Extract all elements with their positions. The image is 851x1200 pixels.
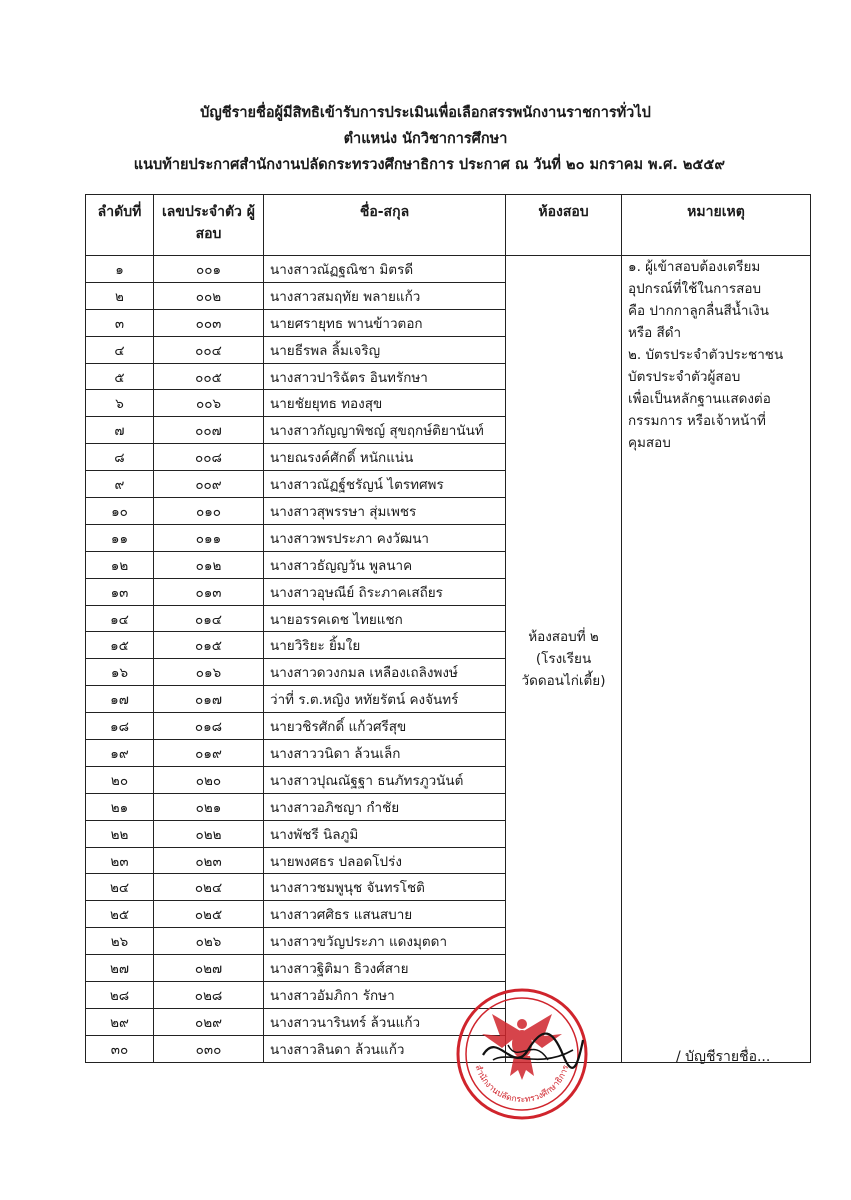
name-cell: นางพัชรี นิลภูมิ	[264, 820, 506, 847]
candidate-table	[85, 194, 811, 1063]
exam-no-cell: ๐๐๗	[154, 417, 264, 444]
name-cell: นายธีรพล ลิ้มเจริญ	[264, 336, 506, 363]
exam-no-cell: ๐๐๒	[154, 282, 264, 309]
seq-cell: ๔	[86, 336, 154, 363]
exam-no-cell: ๐๒๑	[154, 793, 264, 820]
exam-no-cell: ๐๑๓	[154, 578, 264, 605]
seq-cell: ๑๒	[86, 551, 154, 578]
seq-cell: ๓	[86, 309, 154, 336]
name-cell: นางสาวณัฏฐณิชา มิตรดี	[264, 256, 506, 283]
seq-cell: ๖	[86, 390, 154, 417]
seq-cell: ๗	[86, 417, 154, 444]
seq-cell: ๑๖	[86, 659, 154, 686]
name-cell: นายวิริยะ ยิ้มใย	[264, 632, 506, 659]
seq-cell: ๕	[86, 363, 154, 390]
seq-cell: ๒๑	[86, 793, 154, 820]
name-cell: นางสาวกัญญาพิชญ์ สุขฤกษ์ติยานันท์	[264, 417, 506, 444]
seq-cell: ๑	[86, 256, 154, 283]
exam-room-line: (โรงเรียน	[535, 650, 592, 667]
exam-no-cell: ๐๑๔	[154, 605, 264, 632]
table-body	[86, 256, 811, 1063]
exam-no-cell: ๐๐๙	[154, 471, 264, 498]
exam-no-cell: ๐๒๖	[154, 928, 264, 955]
exam-no-cell: ๐๒๗	[154, 955, 264, 982]
name-cell: นางสาวดวงกมล เหลืองเถลิงพงษ์	[264, 659, 506, 686]
exam-no-cell: ๐๑๑	[154, 524, 264, 551]
name-cell: นางสาวธัญญวัน พูลนาค	[264, 551, 506, 578]
seq-cell: ๑๘	[86, 713, 154, 740]
exam-no-cell: ๐๑๙	[154, 740, 264, 767]
name-cell: นางสาววนิดา ล้วนเล็ก	[264, 740, 506, 767]
exam-no-cell: ๐๐๓	[154, 309, 264, 336]
seq-cell: ๙	[86, 471, 154, 498]
seq-cell: ๑๔	[86, 605, 154, 632]
exam-no-cell: ๐๒๙	[154, 1008, 264, 1035]
seq-cell: ๘	[86, 444, 154, 471]
name-cell: นางสาวชมพูนุช จันทรโชติ	[264, 874, 506, 901]
document-header	[0, 100, 851, 178]
name-cell: นายอรรคเดช ไทยแชก	[264, 605, 506, 632]
remark-line: บัตรประจำตัวผู้สอบ	[628, 369, 741, 385]
seq-cell: ๑๐	[86, 498, 154, 525]
remark-line: ๑. ผู้เข้าสอบต้องเตรียม	[628, 259, 761, 275]
seq-cell: ๑๕	[86, 632, 154, 659]
continued-note: / บัญชีรายชื่อ...	[676, 1049, 771, 1065]
exam-no-cell: ๐๑๕	[154, 632, 264, 659]
column-header-exam-no: เลขประจำตัว ผู้สอบ	[154, 195, 264, 256]
name-cell: นางสาวนารินทร์ ล้วนแก้ว	[264, 1008, 506, 1035]
column-header-name: ชื่อ-สกุล	[264, 195, 506, 256]
name-cell: นางสาวณัฏฐ์ชรัญน์ ไตรทศพร	[264, 471, 506, 498]
exam-no-cell: ๐๒๓	[154, 847, 264, 874]
exam-no-cell: ๐๐๖	[154, 390, 264, 417]
column-header-room: ห้องสอบ	[506, 195, 622, 256]
seq-cell: ๑๓	[86, 578, 154, 605]
seq-cell: ๒๒	[86, 820, 154, 847]
exam-no-cell: ๐๒๔	[154, 874, 264, 901]
table-row	[86, 256, 811, 283]
name-cell: นางสาวอภิชญา กำชัย	[264, 793, 506, 820]
remark-line: ๒. บัตรประจำตัวประชาชน	[628, 347, 784, 363]
exam-no-cell: ๐๓๐	[154, 1035, 264, 1062]
column-header-remarks: หมายเหตุ	[622, 195, 811, 256]
seq-cell: ๒๐	[86, 766, 154, 793]
exam-room-cell	[506, 256, 622, 1063]
announcement-line: แนบท้ายประกาศสำนักงานปลัดกระทรวงศึกษาธิการ ประกาศ ณ วันที่ ๒๐ มกราคม พ.ศ. ๒๕๕๙	[133, 157, 725, 173]
exam-no-cell: ๐๐๔	[154, 336, 264, 363]
name-cell: นางสาวพรประภา คงวัฒนา	[264, 524, 506, 551]
seq-cell: ๒๗	[86, 955, 154, 982]
document-title: บัญชีรายชื่อผู้มีสิทธิเข้ารับการประเมินเพื่อเลือกสรรพนักงานราชการทั่วไป	[200, 105, 651, 121]
exam-no-cell: ๐๑๖	[154, 659, 264, 686]
exam-no-cell: ๐๐๕	[154, 363, 264, 390]
position-line: ตำแหน่ง นักวิชาการศึกษา	[343, 131, 508, 147]
name-cell: นางสาวปุณณัฐฐา ธนภัทรภูวนันต์	[264, 766, 506, 793]
signature-icon	[478, 1020, 588, 1080]
exam-no-cell: ๐๒๘	[154, 982, 264, 1009]
name-cell: นางสาวอัมภิกา รักษา	[264, 982, 506, 1009]
name-cell: นายศรายุทธ พานข้าวตอก	[264, 309, 506, 336]
seq-cell: ๒๕	[86, 901, 154, 928]
exam-no-cell: ๐๐๘	[154, 444, 264, 471]
seq-cell: ๑๑	[86, 524, 154, 551]
seq-cell: ๑๙	[86, 740, 154, 767]
seq-cell: ๒๓	[86, 847, 154, 874]
svg-text:สำนักงานปลัดกระทรวงศึกษาธิการ: สำนักงานปลัดกระทรวงศึกษาธิการ	[472, 1063, 572, 1106]
exam-no-cell: ๐๒๒	[154, 820, 264, 847]
seq-cell: ๓๐	[86, 1035, 154, 1062]
exam-no-cell: ๐๑๐	[154, 498, 264, 525]
table-header-row	[86, 195, 811, 256]
exam-no-cell: ๐๑๘	[154, 713, 264, 740]
name-cell: ว่าที่ ร.ต.หญิง หทัยรัตน์ คงจันทร์	[264, 686, 506, 713]
remark-line: คือ ปากกาลูกลื่นสีน้ำเงิน	[628, 303, 769, 319]
remark-line: อุปกรณ์ที่ใช้ในการสอบ	[628, 281, 762, 297]
seq-cell: ๑๗	[86, 686, 154, 713]
exam-room-line: ห้องสอบที่ ๒	[528, 628, 599, 645]
exam-no-cell: ๐๒๕	[154, 901, 264, 928]
name-cell: นางสาวขวัญประภา แดงมุตดา	[264, 928, 506, 955]
exam-no-cell: ๐๑๒	[154, 551, 264, 578]
name-cell: นางสาวลินดา ล้วนแก้ว	[264, 1035, 506, 1062]
exam-no-cell: ๐๒๐	[154, 766, 264, 793]
name-cell: นางสาวฐิติมา ธิวงศ์สาย	[264, 955, 506, 982]
remark-line: เพื่อเป็นหลักฐานแสดงต่อ	[628, 391, 771, 407]
remark-line: กรรมการ หรือเจ้าหน้าที่	[628, 413, 766, 429]
name-cell: นายชัยยุทธ ทองสุข	[264, 390, 506, 417]
remark-line: หรือ สีดำ	[628, 325, 682, 341]
seq-cell: ๒๘	[86, 982, 154, 1009]
exam-no-cell: ๐๑๗	[154, 686, 264, 713]
column-header-seq: ลำดับที่	[86, 195, 154, 256]
name-cell: นายวชิรศักดิ์ แก้วศรีสุข	[264, 713, 506, 740]
seq-cell: ๒๔	[86, 874, 154, 901]
name-cell: นางสาวสุพรรษา สุ่มเพชร	[264, 498, 506, 525]
seq-cell: ๒๙	[86, 1008, 154, 1035]
name-cell: นายณรงค์ศักดิ์ หนักแน่น	[264, 444, 506, 471]
exam-room-line: วัดดอนไก่เตี้ย)	[521, 672, 606, 689]
name-cell: นายพงศธร ปลอดโปร่ง	[264, 847, 506, 874]
name-cell: นางสาวปาริฉัตร อินทรักษา	[264, 363, 506, 390]
seq-cell: ๒	[86, 282, 154, 309]
exam-no-cell: ๐๐๑	[154, 256, 264, 283]
name-cell: นางสาวอุษณีย์ ถิระภาคเสถียร	[264, 578, 506, 605]
name-cell: นางสาวสมฤทัย พลายแก้ว	[264, 282, 506, 309]
seq-cell: ๒๖	[86, 928, 154, 955]
remarks-cell	[622, 256, 811, 1063]
remark-line: คุมสอบ	[628, 435, 671, 451]
name-cell: นางสาวศศิธร แสนสบาย	[264, 901, 506, 928]
